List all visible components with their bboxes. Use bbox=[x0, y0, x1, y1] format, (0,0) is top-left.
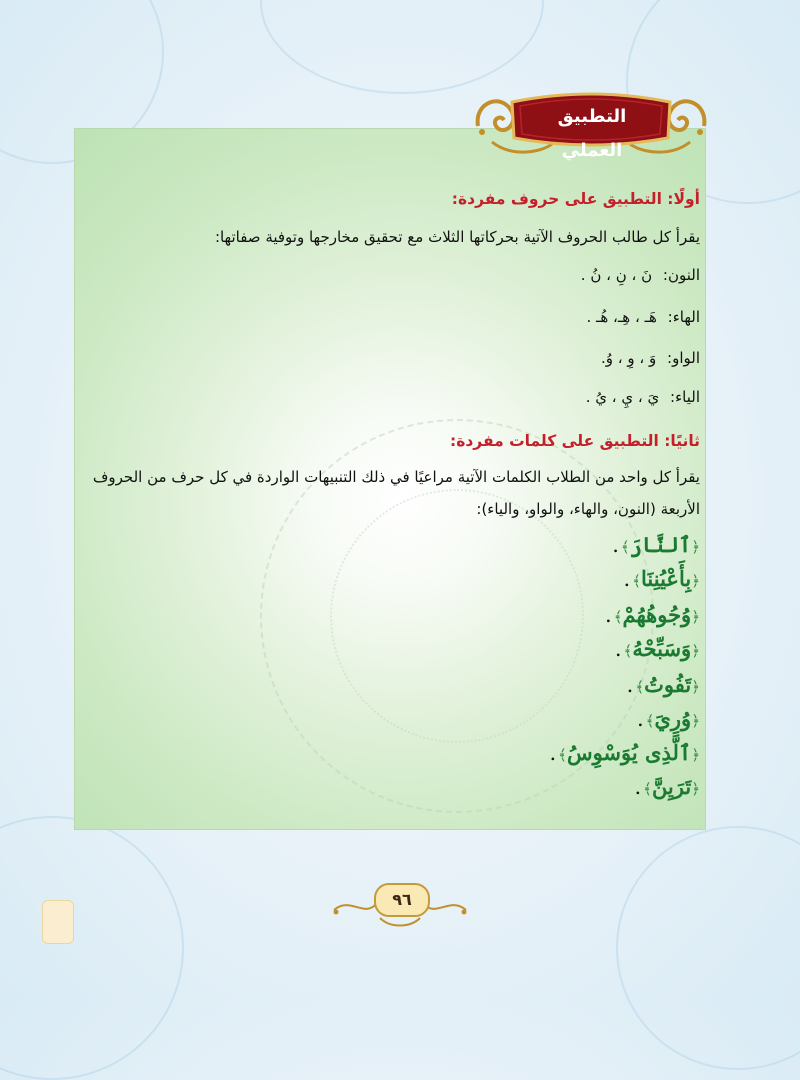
letter-row bbox=[601, 349, 700, 367]
bracket-open: ﴿ bbox=[691, 572, 700, 590]
mandala-ornament-inner bbox=[330, 489, 584, 743]
letter-row bbox=[581, 266, 700, 284]
letter-name: النون: bbox=[662, 266, 700, 284]
word-text: بِأَعْيُنِنَا bbox=[641, 566, 692, 591]
letter-vowels: يَ ، يِ ، يُ . bbox=[585, 388, 660, 406]
letter-row bbox=[586, 308, 700, 326]
quran-word: ﴿تَفُوتُ﴾. bbox=[626, 672, 700, 697]
background-ornament bbox=[616, 826, 800, 1070]
banner-title: التطبيق العملي bbox=[557, 106, 627, 161]
letter-name: الياء: bbox=[670, 388, 700, 406]
bracket-open: ﴿ bbox=[691, 712, 700, 730]
word-text: ٱلَّذِى يُوَسْوِسُ bbox=[566, 740, 692, 765]
publisher-logo bbox=[42, 900, 74, 944]
word-text: وُرِيَ bbox=[654, 706, 692, 731]
bracket-close: ﴾ bbox=[623, 642, 633, 660]
bracket-open: ﴿ bbox=[691, 678, 700, 696]
quran-word: ﴿ٱلَّذِى يُوَسْوِسُ﴾. bbox=[549, 740, 700, 765]
bracket-close: ﴾ bbox=[558, 746, 567, 764]
bracket-open: ﴿ bbox=[691, 780, 700, 798]
bracket-close: ﴾ bbox=[620, 538, 630, 556]
section2-intro-line1: يقرأ كل واحد من الطلاب الكلمات الآتية مراعيًا في ذلك التنبيهات الواردة في كل حرف من الحروف bbox=[92, 468, 700, 486]
background-ornament bbox=[260, 0, 544, 94]
section1-intro: يقرأ كل طالب الحروف الآتية بحركاتها الثلاث مع تحقيق مخارجها وتوفية صفاتها: bbox=[214, 228, 700, 246]
bracket-open: ﴿ bbox=[691, 538, 700, 556]
bracket-open: ﴿ bbox=[691, 642, 700, 660]
letter-row bbox=[586, 388, 700, 406]
letter-vowels: وَ ، وِ ، وُ. bbox=[601, 349, 657, 367]
bracket-close: ﴾ bbox=[643, 780, 652, 798]
section2-heading: ثانيًا: التطبيق على كلمات مفردة: bbox=[450, 432, 700, 450]
word-text: تَفُوتُ bbox=[644, 672, 692, 697]
bracket-open: ﴿ bbox=[691, 608, 700, 626]
bracket-open: ﴿ bbox=[691, 746, 700, 764]
quran-word: ﴿وُجُوهُهُمْ﴾. bbox=[605, 602, 700, 627]
word-text: وُجُوهُهُمْ bbox=[622, 602, 692, 627]
bracket-close: ﴾ bbox=[613, 608, 623, 626]
letter-name: الهاء: bbox=[667, 308, 700, 326]
quran-word: ﴿وَسَبِّحْهُ﴾. bbox=[614, 636, 700, 661]
letter-name: الواو: bbox=[667, 349, 700, 367]
page-number: ٩٦ bbox=[374, 883, 430, 917]
word-text: ٱلنَّارَ bbox=[629, 532, 692, 557]
quran-word: ﴿ٱلنَّارَ﴾. bbox=[612, 532, 700, 557]
section2-intro-line2: الأربعة (النون، والهاء، والواو، والياء): bbox=[476, 500, 700, 518]
letter-vowels: نَ ، نِ ، نُ . bbox=[580, 266, 653, 284]
word-text: وَسَبِّحْهُ bbox=[632, 636, 692, 661]
letter-vowels: هَـ ، هِـ، هُـ . bbox=[586, 308, 657, 326]
background-ornament bbox=[0, 816, 184, 1080]
word-text: تَرَيِنَّ bbox=[651, 774, 692, 799]
section1-heading: أولًا: التطبيق على حروف مفردة: bbox=[451, 190, 700, 208]
quran-word: ﴿وُرِيَ﴾. bbox=[636, 706, 700, 731]
bracket-close: ﴾ bbox=[635, 678, 645, 696]
bracket-close: ﴾ bbox=[645, 712, 655, 730]
quran-word: ﴿بِأَعْيُنِنَا﴾. bbox=[623, 566, 700, 591]
bracket-close: ﴾ bbox=[632, 572, 642, 590]
quran-word: ﴿تَرَيِنَّ﴾. bbox=[634, 774, 700, 799]
